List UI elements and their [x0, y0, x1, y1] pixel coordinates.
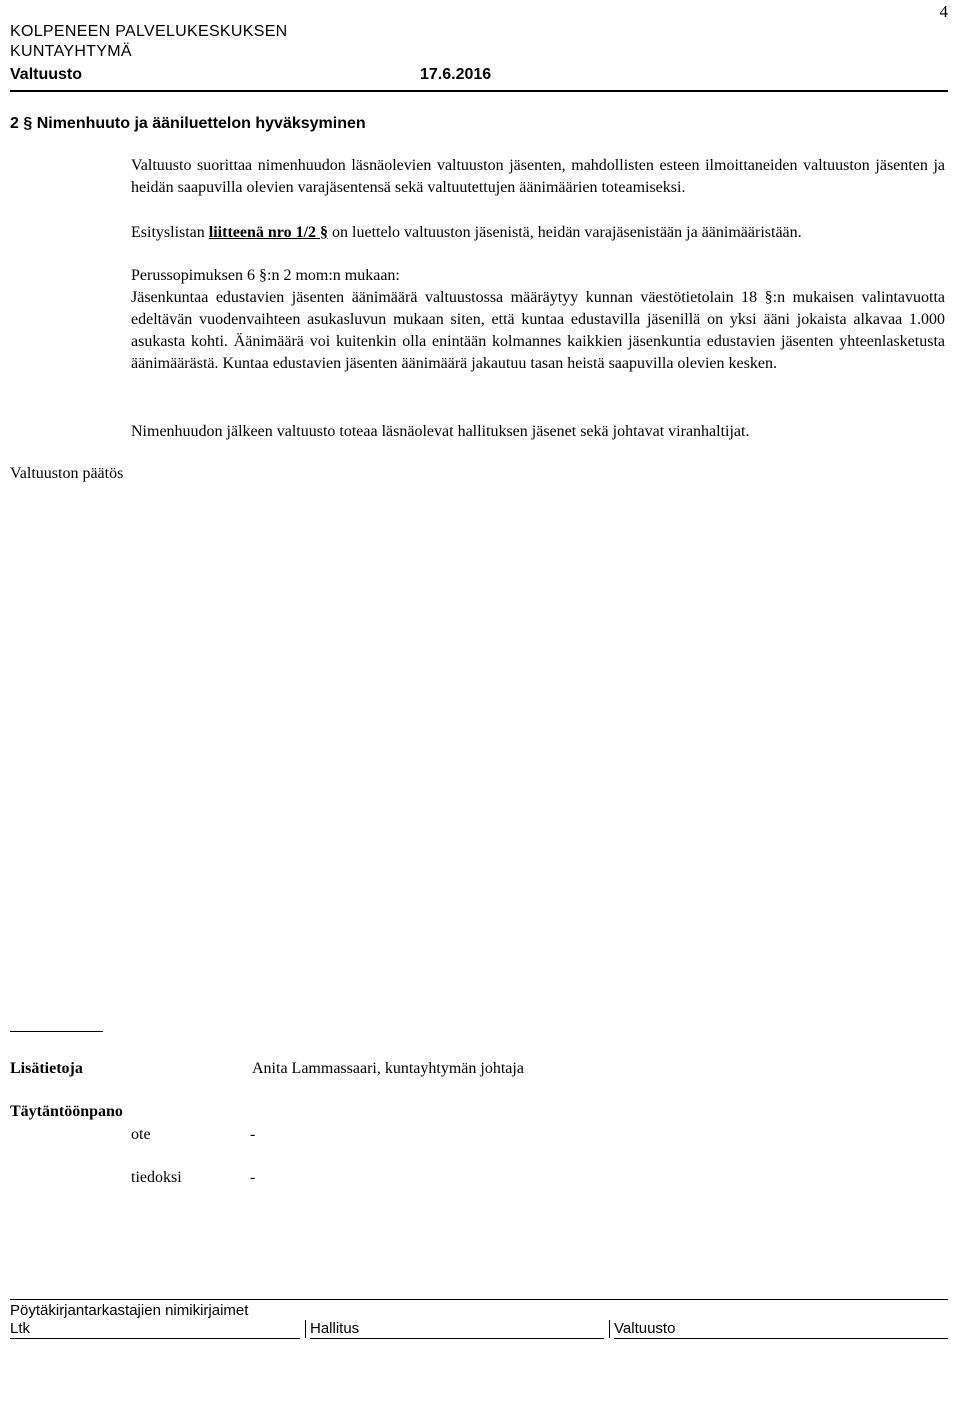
attachment-suffix: on luettelo valtuuston jäsenistä, heidän varajäsenistään ja äänimääristään.: [328, 224, 802, 241]
paragraph-attachment: [131, 222, 945, 244]
footer-divider: [10, 1299, 948, 1300]
attachment-prefix: Esityslistan: [131, 224, 209, 241]
signature-divider: [10, 1031, 103, 1032]
decision-label: Valtuuston päätös: [10, 465, 124, 482]
organization-name-line2: KUNTAYHTYMÄ: [10, 43, 132, 60]
section-title: 2 § Nimenhuuto ja ääniluettelon hyväksyminen: [10, 115, 366, 132]
paragraph-roll-call: [131, 155, 945, 199]
meeting-body: Valtuusto: [10, 66, 83, 83]
basic-agreement-text: Jäsenkuntaa edustavien jäsenten äänimäärä valtuustossa määräytyy kunnan väestötietolain 18 §:n mukaisen valintavuotta edeltävän vuodenvaihteen asukasluvun mukaan siten, että kuntaa edustavilla jäsenillä on yksi ääni jokaista alkavaa 1.000 asukasta kohti. Äänimäärä voi kuitenkin olla enintään kolmannes kaikkien jäsenkuntia edustavien jäsenten yhteenlasketusta äänimäärästä. Kuntaa edustavien jäsenten äänimäärä jakautuu tasan heistä saapuvilla olevien kesken.: [131, 289, 945, 372]
footer-title: Pöytäkirjantarkastajien nimikirjaimet: [10, 1302, 249, 1319]
execution-row-tiedoksi-value: -: [250, 1169, 256, 1186]
header-divider: [10, 90, 948, 92]
footer-separator-1: [305, 1320, 306, 1338]
paragraph-basic-agreement: [131, 265, 945, 375]
execution-row-ote-value: -: [250, 1126, 256, 1143]
footer-underline-valtuusto: [614, 1338, 948, 1339]
footer-column-valtuusto: Valtuusto: [614, 1320, 676, 1337]
info-label: Lisätietoja: [10, 1060, 83, 1077]
footer-separator-2: [609, 1320, 610, 1338]
attachment-link[interactable]: liitteenä nro 1/2 §: [208, 224, 329, 241]
paragraph-roll-call-text: Valtuusto suorittaa nimenhuudon läsnäolevien valtuuston jäsenten, mahdollisten esteen ilmoittaneiden valtuuston jäsenten ja heidän saapuvilla olevien varajäsentensä sekä valtuutettujen äänimäärien toteamiseksi.: [131, 157, 945, 196]
organization-name-line1: KOLPENEEN PALVELUKESKUKSEN: [10, 23, 288, 40]
footer-column-hallitus: Hallitus: [310, 1320, 360, 1337]
paragraph-after-roll-call: [131, 421, 945, 443]
meeting-date: 17.6.2016: [420, 66, 492, 83]
paragraph-attachment-text: [131, 222, 945, 244]
basic-agreement-heading: Perussopimuksen 6 §:n 2 mom:n mukaan:: [131, 267, 400, 284]
execution-row-ote-label: ote: [131, 1126, 151, 1143]
execution-label: Täytäntöönpano: [10, 1103, 123, 1120]
footer-column-ltk: Ltk: [10, 1320, 31, 1337]
footer-underline-ltk: [10, 1338, 300, 1339]
page-number: 4: [939, 2, 948, 21]
footer-underline-hallitus: [310, 1338, 604, 1339]
info-contact: Anita Lammassaari, kuntayhtymän johtaja: [252, 1060, 524, 1077]
execution-row-tiedoksi-label: tiedoksi: [131, 1169, 182, 1186]
after-roll-call-text: Nimenhuudon jälkeen valtuusto toteaa läsnäolevat hallituksen jäsenet sekä johtavat viranhaltijat.: [131, 423, 750, 440]
